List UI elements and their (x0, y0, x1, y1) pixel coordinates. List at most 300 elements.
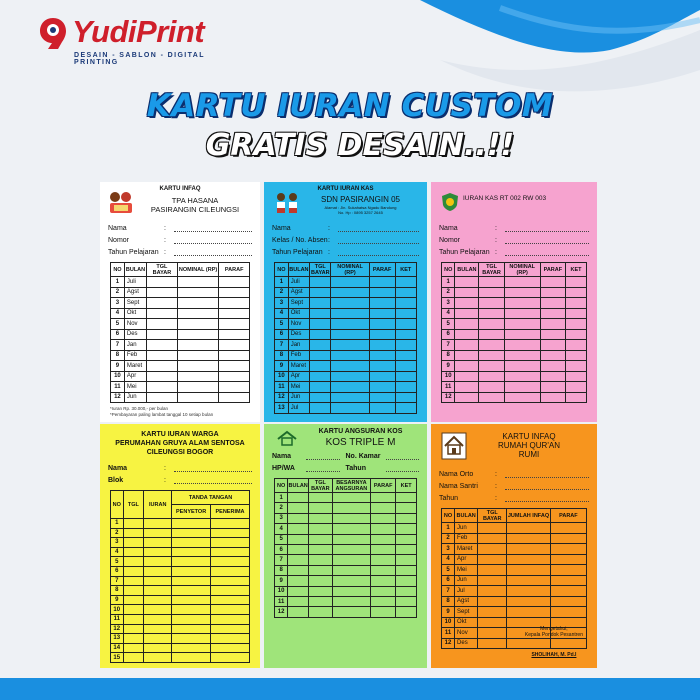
table-cell[interactable] (309, 493, 333, 503)
form-field[interactable] (439, 480, 589, 492)
table-row[interactable] (275, 555, 417, 565)
table-cell[interactable] (331, 319, 369, 330)
table-cell[interactable] (309, 565, 333, 575)
table-cell[interactable] (211, 643, 250, 653)
table-cell[interactable] (177, 277, 219, 288)
table-cell[interactable] (211, 519, 250, 529)
field-blank[interactable] (174, 237, 252, 244)
table-cell[interactable] (371, 544, 396, 554)
table-cell[interactable] (172, 595, 211, 605)
table-cell[interactable] (331, 340, 369, 351)
table-cell[interactable] (550, 533, 586, 544)
field-blank[interactable] (505, 237, 589, 244)
table-cell[interactable] (479, 298, 504, 309)
table-cell[interactable] (147, 308, 178, 319)
table-cell[interactable] (332, 513, 370, 523)
table-cell[interactable] (310, 392, 331, 403)
table-cell[interactable] (507, 586, 551, 597)
table-cell[interactable] (395, 382, 416, 393)
table-cell[interactable] (144, 605, 172, 615)
table-row[interactable] (442, 277, 587, 288)
table-cell[interactable] (331, 287, 369, 298)
table-cell[interactable] (478, 607, 507, 618)
table-cell[interactable] (147, 287, 178, 298)
table-cell[interactable] (540, 319, 565, 330)
table-row[interactable] (442, 308, 587, 319)
table-cell[interactable] (332, 586, 370, 596)
table-cell[interactable] (309, 596, 333, 606)
field-blank[interactable] (306, 465, 340, 472)
table-row[interactable] (275, 371, 417, 382)
table-cell[interactable] (504, 350, 540, 361)
table-cell[interactable] (507, 565, 551, 576)
table-cell[interactable] (479, 350, 504, 361)
table-row[interactable] (275, 493, 417, 503)
table-cell[interactable] (310, 371, 331, 382)
table-cell[interactable] (566, 298, 587, 309)
table-cell[interactable] (396, 555, 417, 565)
table-cell[interactable] (147, 319, 178, 330)
table-row[interactable] (275, 382, 417, 393)
table-cell[interactable] (310, 277, 331, 288)
table-cell[interactable] (310, 298, 331, 309)
field-blank[interactable] (505, 471, 589, 478)
table-row[interactable] (275, 576, 417, 586)
table-cell[interactable] (144, 653, 172, 663)
table-cell[interactable] (144, 624, 172, 634)
table-row[interactable] (442, 523, 587, 534)
table-cell[interactable] (478, 586, 507, 597)
table-row[interactable] (111, 287, 250, 298)
table-cell[interactable] (507, 554, 551, 565)
table-cell[interactable] (396, 544, 417, 554)
table-row[interactable] (111, 308, 250, 319)
table-cell[interactable] (504, 287, 540, 298)
table-cell[interactable] (566, 371, 587, 382)
table-cell[interactable] (310, 350, 331, 361)
table-cell[interactable] (479, 371, 504, 382)
table-cell[interactable] (479, 287, 504, 298)
table-cell[interactable] (479, 308, 504, 319)
table-cell[interactable] (211, 557, 250, 567)
table-cell[interactable] (395, 392, 416, 403)
table-row[interactable] (442, 607, 587, 618)
field-blank[interactable] (174, 249, 252, 256)
table-cell[interactable] (504, 308, 540, 319)
form-field[interactable] (108, 462, 252, 474)
table-cell[interactable] (177, 371, 219, 382)
table-cell[interactable] (369, 371, 395, 382)
table-cell[interactable] (310, 287, 331, 298)
table-row[interactable] (275, 361, 417, 372)
form-field[interactable] (439, 468, 589, 480)
table-cell[interactable] (479, 361, 504, 372)
table-cell[interactable] (369, 329, 395, 340)
table-row[interactable] (111, 653, 250, 663)
table-cell[interactable] (540, 340, 565, 351)
table-cell[interactable] (211, 605, 250, 615)
table-cell[interactable] (479, 392, 504, 403)
table-cell[interactable] (478, 638, 507, 649)
table-cell[interactable] (332, 524, 370, 534)
table-cell[interactable] (371, 493, 396, 503)
table-row[interactable] (111, 586, 250, 596)
table-cell[interactable] (371, 524, 396, 534)
table-cell[interactable] (369, 319, 395, 330)
table-row[interactable] (275, 524, 417, 534)
table-cell[interactable] (395, 298, 416, 309)
table-cell[interactable] (310, 319, 331, 330)
table-row[interactable] (442, 298, 587, 309)
table-cell[interactable] (566, 392, 587, 403)
table-cell[interactable] (310, 329, 331, 340)
table-row[interactable] (275, 544, 417, 554)
table-cell[interactable] (550, 565, 586, 576)
table-cell[interactable] (219, 298, 250, 309)
table-cell[interactable] (147, 361, 178, 372)
table-row[interactable] (442, 533, 587, 544)
table-row[interactable] (442, 392, 587, 403)
table-cell[interactable] (144, 538, 172, 548)
table-cell[interactable] (211, 614, 250, 624)
table-cell[interactable] (396, 524, 417, 534)
table-cell[interactable] (478, 617, 507, 628)
table-cell[interactable] (332, 607, 370, 617)
table-cell[interactable] (144, 547, 172, 557)
table-cell[interactable] (147, 298, 178, 309)
table-row[interactable] (442, 575, 587, 586)
table-row[interactable] (111, 371, 250, 382)
table-cell[interactable] (479, 382, 504, 393)
form-field[interactable] (108, 246, 252, 258)
table-cell[interactable] (550, 544, 586, 555)
table-cell[interactable] (332, 576, 370, 586)
form-field[interactable] (439, 246, 589, 258)
table-row[interactable] (275, 392, 417, 403)
form-field[interactable] (439, 492, 589, 504)
table-cell[interactable] (504, 382, 540, 393)
field-blank[interactable] (174, 225, 252, 232)
table-row[interactable] (442, 382, 587, 393)
table-cell[interactable] (211, 528, 250, 538)
table-cell[interactable] (309, 576, 333, 586)
table-row[interactable] (111, 566, 250, 576)
table-cell[interactable] (566, 308, 587, 319)
table-cell[interactable] (479, 277, 504, 288)
table-row[interactable] (111, 576, 250, 586)
form-field[interactable] (272, 234, 419, 246)
table-cell[interactable] (219, 319, 250, 330)
table-row[interactable] (442, 340, 587, 351)
table-row[interactable] (442, 554, 587, 565)
table-row[interactable] (275, 513, 417, 523)
table-cell[interactable] (144, 576, 172, 586)
table-cell[interactable] (566, 287, 587, 298)
table-row[interactable] (442, 596, 587, 607)
table-cell[interactable] (211, 586, 250, 596)
table-cell[interactable] (219, 382, 250, 393)
table-cell[interactable] (172, 586, 211, 596)
table-cell[interactable] (309, 524, 333, 534)
field-blank[interactable] (505, 495, 589, 502)
table-cell[interactable] (479, 340, 504, 351)
table-cell[interactable] (395, 403, 416, 414)
table-cell[interactable] (371, 555, 396, 565)
table-cell[interactable] (479, 329, 504, 340)
field-blank[interactable] (338, 225, 419, 232)
field-blank[interactable] (505, 483, 589, 490)
table-cell[interactable] (309, 555, 333, 565)
table-row[interactable] (275, 277, 417, 288)
field-blank[interactable] (505, 249, 589, 256)
table-cell[interactable] (172, 519, 211, 529)
table-cell[interactable] (331, 277, 369, 288)
table-cell[interactable] (332, 596, 370, 606)
table-cell[interactable] (369, 277, 395, 288)
table-cell[interactable] (309, 544, 333, 554)
table-cell[interactable] (371, 607, 396, 617)
table-cell[interactable] (331, 371, 369, 382)
table-row[interactable] (275, 340, 417, 351)
table-cell[interactable] (177, 392, 219, 403)
table-cell[interactable] (172, 643, 211, 653)
table-cell[interactable] (177, 287, 219, 298)
table-cell[interactable] (147, 277, 178, 288)
table-cell[interactable] (550, 523, 586, 534)
table-cell[interactable] (331, 298, 369, 309)
table-cell[interactable] (211, 634, 250, 644)
table-cell[interactable] (540, 350, 565, 361)
table-cell[interactable] (172, 614, 211, 624)
table-cell[interactable] (395, 308, 416, 319)
table-cell[interactable] (504, 329, 540, 340)
table-cell[interactable] (172, 634, 211, 644)
table-cell[interactable] (369, 350, 395, 361)
table-row[interactable] (111, 329, 250, 340)
table-cell[interactable] (172, 528, 211, 538)
table-cell[interactable] (211, 566, 250, 576)
table-cell[interactable] (550, 554, 586, 565)
table-cell[interactable] (396, 534, 417, 544)
table-cell[interactable] (211, 576, 250, 586)
table-cell[interactable] (478, 544, 507, 555)
table-row[interactable] (442, 371, 587, 382)
table-cell[interactable] (396, 607, 417, 617)
table-cell[interactable] (566, 361, 587, 372)
table-cell[interactable] (172, 653, 211, 663)
table-row[interactable] (111, 528, 250, 538)
table-cell[interactable] (177, 308, 219, 319)
table-cell[interactable] (144, 557, 172, 567)
table-cell[interactable] (331, 350, 369, 361)
table-cell[interactable] (395, 329, 416, 340)
table-cell[interactable] (147, 329, 178, 340)
table-cell[interactable] (369, 287, 395, 298)
table-cell[interactable] (540, 287, 565, 298)
table-cell[interactable] (332, 555, 370, 565)
table-cell[interactable] (219, 277, 250, 288)
table-cell[interactable] (219, 287, 250, 298)
table-cell[interactable] (395, 319, 416, 330)
table-cell[interactable] (172, 566, 211, 576)
table-row[interactable] (275, 596, 417, 606)
table-cell[interactable] (219, 329, 250, 340)
table-row[interactable] (275, 565, 417, 575)
table-cell[interactable] (309, 586, 333, 596)
table-cell[interactable] (144, 586, 172, 596)
table-row[interactable] (111, 614, 250, 624)
field-blank[interactable] (338, 237, 419, 244)
table-row[interactable] (111, 277, 250, 288)
table-cell[interactable] (332, 503, 370, 513)
table-cell[interactable] (566, 350, 587, 361)
table-cell[interactable] (144, 634, 172, 644)
table-cell[interactable] (566, 277, 587, 288)
table-cell[interactable] (369, 403, 395, 414)
table-cell[interactable] (507, 523, 551, 534)
table-cell[interactable] (540, 371, 565, 382)
table-cell[interactable] (147, 350, 178, 361)
table-cell[interactable] (550, 575, 586, 586)
table-row[interactable] (275, 319, 417, 330)
table-cell[interactable] (144, 528, 172, 538)
table-cell[interactable] (331, 361, 369, 372)
table-cell[interactable] (177, 361, 219, 372)
table-cell[interactable] (540, 392, 565, 403)
table-cell[interactable] (395, 287, 416, 298)
table-cell[interactable] (147, 340, 178, 351)
table-cell[interactable] (177, 298, 219, 309)
table-cell[interactable] (504, 298, 540, 309)
table-row[interactable] (275, 607, 417, 617)
table-cell[interactable] (219, 340, 250, 351)
table-row[interactable] (111, 557, 250, 567)
table-row[interactable] (111, 538, 250, 548)
table-cell[interactable] (507, 607, 551, 618)
table-cell[interactable] (369, 361, 395, 372)
table-cell[interactable] (211, 538, 250, 548)
table-cell[interactable] (395, 277, 416, 288)
table-row[interactable] (275, 287, 417, 298)
form-field[interactable] (108, 234, 252, 246)
table-cell[interactable] (332, 565, 370, 575)
table-cell[interactable] (550, 586, 586, 597)
table-cell[interactable] (396, 576, 417, 586)
table-cell[interactable] (507, 596, 551, 607)
table-cell[interactable] (540, 329, 565, 340)
form-field[interactable] (108, 222, 252, 234)
table-cell[interactable] (369, 308, 395, 319)
table-cell[interactable] (395, 350, 416, 361)
table-cell[interactable] (479, 319, 504, 330)
table-cell[interactable] (396, 513, 417, 523)
table-row[interactable] (111, 624, 250, 634)
table-cell[interactable] (478, 596, 507, 607)
table-row[interactable] (275, 329, 417, 340)
table-row[interactable] (275, 308, 417, 319)
table-row[interactable] (275, 298, 417, 309)
table-cell[interactable] (332, 534, 370, 544)
table-row[interactable] (111, 392, 250, 403)
table-row[interactable] (275, 503, 417, 513)
table-cell[interactable] (540, 361, 565, 372)
table-cell[interactable] (478, 628, 507, 639)
table-cell[interactable] (331, 392, 369, 403)
table-cell[interactable] (566, 382, 587, 393)
table-cell[interactable] (177, 340, 219, 351)
form-field[interactable] (272, 246, 419, 258)
field-blank[interactable] (386, 453, 420, 460)
table-row[interactable] (442, 361, 587, 372)
table-cell[interactable] (331, 329, 369, 340)
table-cell[interactable] (331, 382, 369, 393)
table-cell[interactable] (566, 329, 587, 340)
table-cell[interactable] (478, 565, 507, 576)
table-cell[interactable] (211, 547, 250, 557)
table-cell[interactable] (396, 565, 417, 575)
table-cell[interactable] (144, 566, 172, 576)
table-cell[interactable] (177, 329, 219, 340)
table-cell[interactable] (331, 308, 369, 319)
field-blank[interactable] (174, 465, 252, 472)
form-field[interactable] (439, 234, 589, 246)
table-row[interactable] (442, 350, 587, 361)
table-cell[interactable] (309, 513, 333, 523)
table-cell[interactable] (211, 595, 250, 605)
table-row[interactable] (111, 605, 250, 615)
table-cell[interactable] (396, 586, 417, 596)
field-blank[interactable] (306, 453, 340, 460)
table-row[interactable] (275, 403, 417, 414)
table-cell[interactable] (219, 308, 250, 319)
table-cell[interactable] (550, 607, 586, 618)
table-cell[interactable] (177, 382, 219, 393)
table-row[interactable] (442, 287, 587, 298)
table-cell[interactable] (396, 596, 417, 606)
table-cell[interactable] (219, 361, 250, 372)
table-cell[interactable] (172, 547, 211, 557)
table-cell[interactable] (566, 319, 587, 330)
table-cell[interactable] (310, 403, 331, 414)
table-cell[interactable] (478, 575, 507, 586)
table-cell[interactable] (396, 503, 417, 513)
table-row[interactable] (111, 361, 250, 372)
table-cell[interactable] (332, 493, 370, 503)
table-cell[interactable] (147, 392, 178, 403)
table-cell[interactable] (504, 361, 540, 372)
table-cell[interactable] (371, 565, 396, 575)
table-cell[interactable] (177, 319, 219, 330)
field-blank[interactable] (338, 249, 419, 256)
table-cell[interactable] (147, 371, 178, 382)
table-cell[interactable] (211, 624, 250, 634)
table-cell[interactable] (309, 503, 333, 513)
table-cell[interactable] (147, 382, 178, 393)
table-cell[interactable] (540, 308, 565, 319)
table-cell[interactable] (331, 403, 369, 414)
table-row[interactable] (111, 595, 250, 605)
table-cell[interactable] (309, 534, 333, 544)
table-row[interactable] (111, 643, 250, 653)
table-cell[interactable] (395, 371, 416, 382)
table-row[interactable] (442, 544, 587, 555)
field-blank[interactable] (505, 225, 589, 232)
table-cell[interactable] (504, 277, 540, 288)
table-cell[interactable] (310, 340, 331, 351)
table-cell[interactable] (172, 624, 211, 634)
table-row[interactable] (275, 534, 417, 544)
table-cell[interactable] (371, 534, 396, 544)
